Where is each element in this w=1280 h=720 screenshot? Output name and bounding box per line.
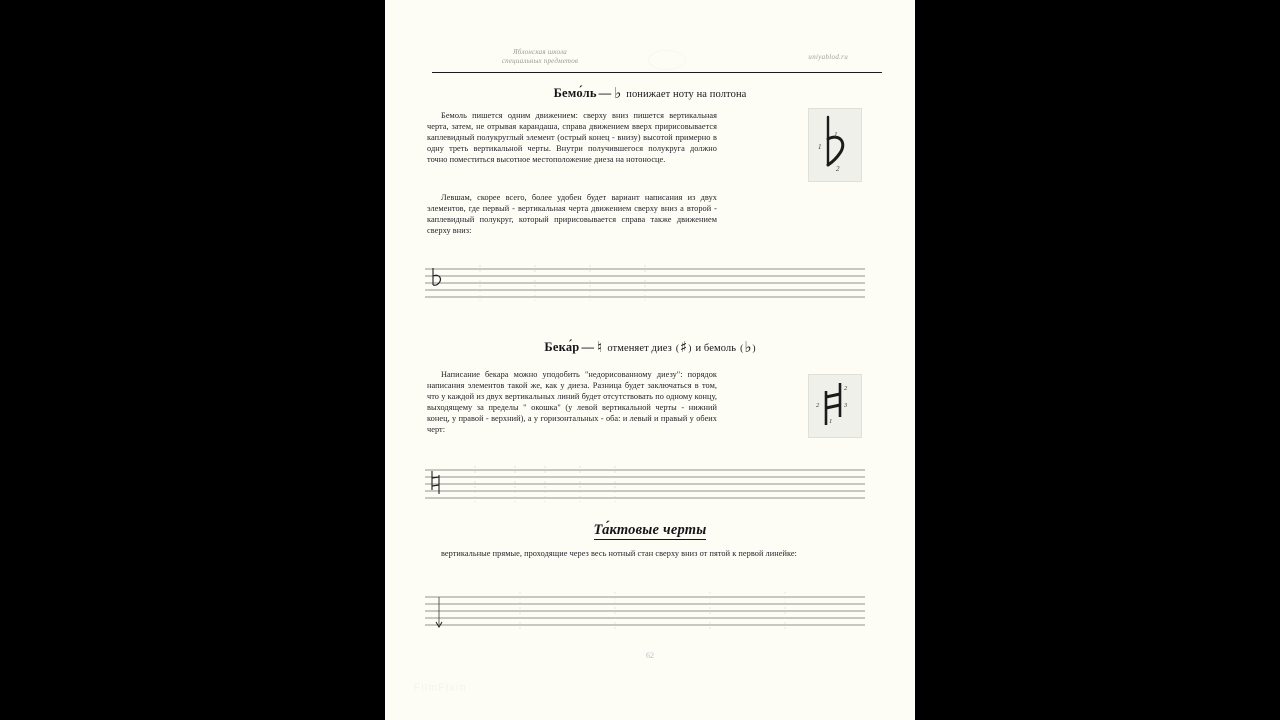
watermark: FilmFixin (413, 682, 467, 694)
sharp-glyph-icon: ♯ (680, 338, 688, 356)
heading-bekar-paren-open-1: ( (675, 344, 680, 354)
paragraph-bemol-1: Бемоль пишется одним движением: сверху вниз пишется вертикальная черта, затем, не отрывая карандаша, справа движением вверх пририсовывается каплевидный полукруглый элемент (острый конец - внизу) высотой примерно в одну треть вертикальной черты. Внутри получившегося полукруга должно точно поместиться высотное местоположение диеза на нотоносце. (427, 111, 717, 165)
scanned-page (385, 0, 915, 720)
staff-barline (425, 592, 865, 632)
stroke-number-1: 1 (834, 131, 838, 139)
paragraph-bekar-1: Написание бекара можно уподобить "недорисованному диезу": порядок написания элементов такой же, как у диеза. Разница будет заключаться в том, что у каждой из двух вертикальных линий будет отсутствовать по одному концу, выходящему за пределы " окошка" (у левой вертикальной черты - нижний конец, у правой - верхний), а у горизонтальных - оба: и левый и правый у обеих черт: (427, 370, 717, 435)
page-number: 62 (646, 651, 654, 660)
staff-flat-drawing (425, 265, 865, 301)
staff-flat (425, 265, 865, 301)
flat-stroke-order-drawing (809, 109, 859, 179)
stroke-number-3: 3 (844, 402, 848, 409)
heading-bekar-paren-close-1: ) (688, 344, 692, 354)
flat-stroke-order-figure (808, 108, 862, 182)
natural-stroke-order-drawing (809, 375, 859, 435)
paragraph-taktovye-1: вертикальные прямые, проходящие через весь нотный стан сверху вниз от пятой к первой линейке: (441, 549, 797, 558)
heading-taktovye-cherty (385, 521, 915, 539)
flat-glyph-icon-2: ♭ (744, 338, 752, 356)
running-header-url: uniyablod.ru (808, 53, 848, 61)
letterbox-bar-left (0, 0, 385, 720)
header-rule (432, 72, 882, 73)
paragraph-bemol-2: Левшам, скорее всего, более удобен будет вариант написания из двух элементов, где первый - вертикальная черта движением сверху вниз а второй - каплевидный полукруг, который пририсовывается справа также движением сверху вниз: (427, 193, 717, 236)
letterbox-bar-right (915, 0, 1280, 720)
natural-glyph-icon: ♮ (596, 338, 603, 356)
flat-glyph-icon: ♭ (614, 84, 622, 102)
staff-natural (425, 466, 865, 502)
stroke-number-4: 2 (816, 402, 820, 409)
heading-bekar-conj: и бемоль (695, 343, 737, 354)
stroke-number-1: 1 (829, 418, 833, 425)
running-header (410, 48, 890, 74)
heading-bekar-dash: — (581, 340, 594, 354)
heading-bemol (385, 84, 915, 102)
stroke-number-2: 2 (844, 385, 848, 392)
heading-bekar-paren-open-2: ( (740, 344, 744, 354)
heading-bekar-paren-close-2: ) (752, 344, 756, 354)
staff-barline-drawing (425, 592, 865, 632)
running-header-left-line-2: специальных предметов (501, 57, 579, 65)
heading-bemol-keyword: Бемо́ль (553, 86, 597, 100)
heading-taktovye-cherty-text: Та́ктовые черты (593, 522, 707, 538)
natural-stroke-order-figure (808, 374, 862, 438)
staff-natural-drawing (425, 466, 865, 502)
running-header-left-line-1: Яблонская школа (512, 48, 568, 56)
heading-bekar-keyword: Бека́р (544, 340, 580, 354)
stroke-number-2: 2 (836, 165, 840, 173)
running-header-left (465, 48, 615, 66)
circle-stamp-icon (648, 50, 686, 70)
heading-bemol-rest: понижает ноту на полтона (626, 89, 747, 100)
heading-bekar-rest: отменяет диез (607, 343, 672, 354)
stroke-number-left: 1 (818, 143, 822, 151)
heading-bemol-dash: — (598, 86, 612, 100)
heading-bekar (385, 338, 915, 356)
